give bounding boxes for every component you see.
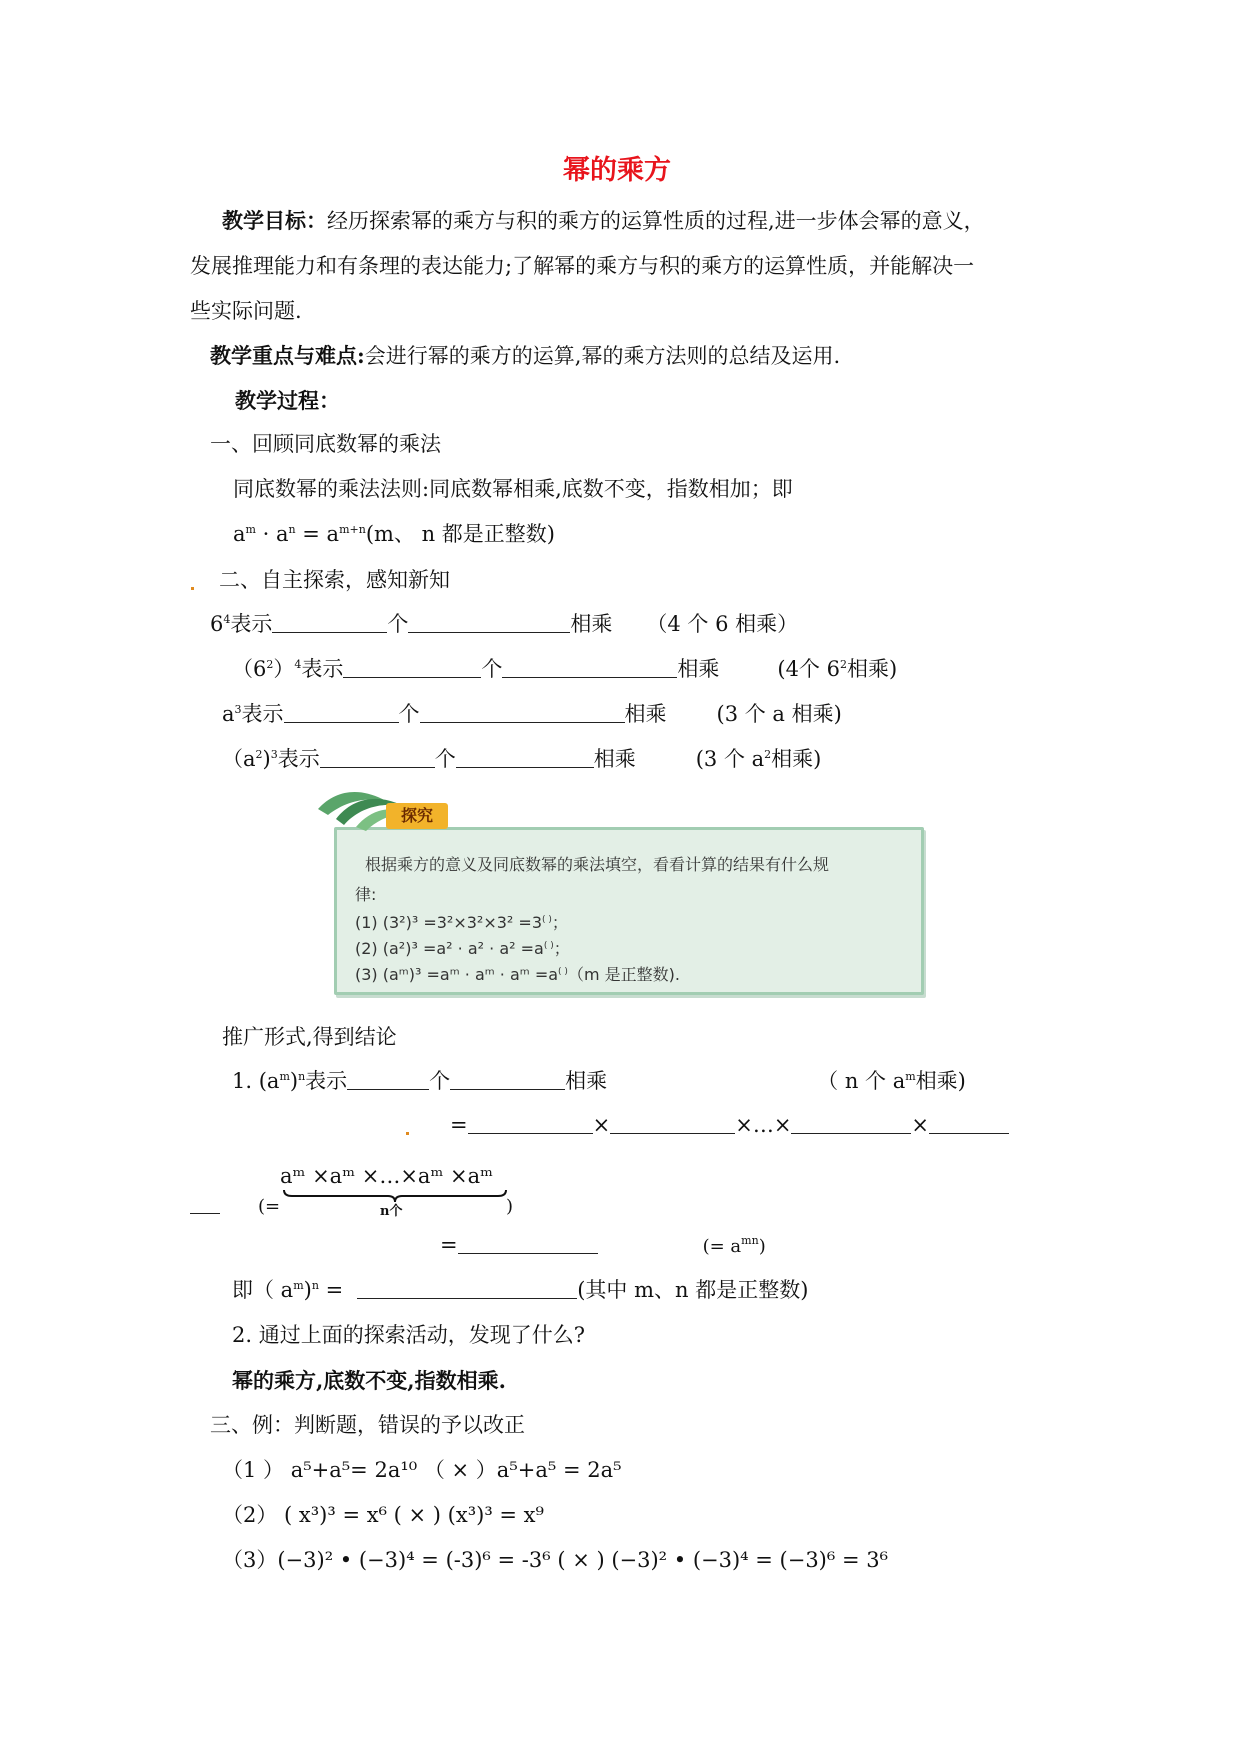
explore-item-1: (1) (3²)³ =3²×3²×3² =3( )； [355,913,568,932]
explore-panel [334,827,924,995]
blank[interactable] [468,1115,593,1134]
question-1: $6^4$表示 个 相乘 （4 个 6 相乘） [210,612,799,636]
paren-open: (= [258,1196,281,1217]
goal-text-1: 经历探索幂的乘方与积的乘方的运算性质的过程,进一步体会幂的意义， [327,209,985,233]
brace-label: n个 [380,1204,403,1219]
key-text: 会进行幂的乘方的运算,幂的乘方法则的总结及运用. [364,344,841,368]
blank[interactable] [458,1235,598,1254]
blank[interactable] [456,749,594,768]
section-1-formula: $a^m \cdot a^n = a^{m+n}(m$、 n 都是正整数) [233,522,555,546]
blank[interactable] [357,1280,577,1299]
explore-box [316,779,920,994]
goal-line-2: 发展推理能力和有条理的表达能力;了解幂的乘方与积的乘方的运算性质，并能解决一 [190,254,975,278]
section-1-rule: 同底数幂的乘法法则:同底数幂相乘,底数不变，指数相加；即 [233,477,793,501]
example-2: （2） ( x³)³ = x⁶ ( × ) (x³)³ = x⁹ [222,1503,544,1527]
page-title: 幂的乘方 [563,155,671,186]
brace-formula [280,1164,510,1219]
general-conclusion: 幂的乘方,底数不变,指数相乘. [232,1368,506,1393]
blank[interactable] [791,1115,911,1134]
general-question-2: 2. 通过上面的探索活动，发现了什么? [232,1323,585,1347]
explore-item-3: (3) (aᵐ)³ =aᵐ · aᵐ · aᵐ =a( )（m 是正整数). [355,965,680,984]
blank[interactable] [284,704,399,723]
general-conclusion-formula: 即（ $a^m)^n$ = (其中 m、n 都是正整数) [232,1278,809,1302]
goal-line-1 [222,208,985,234]
blank[interactable] [929,1115,1009,1134]
mark-icon [191,587,194,590]
blank[interactable] [190,1195,220,1214]
question-4: $(a^2)^3$表示 个 相乘 (3 个 $a^2$相乘) [222,747,822,771]
general-point-1: 1. $(a^m)^n$表示 个 相乘 （ n 个 $a^m$相乘) [232,1069,966,1093]
explore-line-1: 根据乘方的意义及同底数幂的乘法填空，看看计算的结果有什么规 [365,855,830,874]
blank[interactable] [610,1115,735,1134]
blank[interactable] [408,614,570,633]
explore-item-2: (2) (a²)³ =a² · a² · a² =a( )； [355,939,570,958]
explore-line-2: 律: [355,885,377,904]
brace-top: aᵐ ×aᵐ ×…×aᵐ ×aᵐ [280,1164,494,1188]
question-2: $(6^2)^4$表示 个 相乘 (4个 $6^2$相乘) [232,657,898,681]
general-heading: 推广形式,得到结论 [222,1025,397,1049]
blank[interactable] [347,1071,429,1090]
general-expansion: = × ×…× × [405,1113,1009,1138]
process-label: 教学过程： [235,388,340,413]
explore-tag: 探究 [386,803,448,829]
example-1: （1 ） a⁵+a⁵= 2a¹⁰ （ × ）a⁵+a⁵ = 2a⁵ [222,1458,622,1482]
section-3-heading: 三、例：判断题，错误的予以改正 [210,1413,525,1437]
blank[interactable] [502,659,677,678]
key-label: 教学重点与难点: [210,343,365,368]
paren-close: ) [506,1196,514,1217]
question-3: $a^3$表示 个 相乘 (3 个 a 相乘) [222,702,842,726]
blank[interactable] [420,704,625,723]
goal-label: 教学目标： [222,208,327,233]
blank[interactable] [320,749,435,768]
general-result: = (= $a^{mn}$) [440,1233,766,1257]
mark-icon [406,1132,409,1135]
section-2-heading: 二、自主探索，感知新知 [190,568,450,593]
key-line [210,343,840,369]
goal-line-3: 些实际问题. [190,299,302,323]
blank-tail [190,1193,220,1218]
example-3: （3）(−3)² • (−3)⁴ = (-3)⁶ = -3⁶ ( × ) (−3)² • (−3)⁴ = (−3)⁶ = 3⁶ [222,1548,889,1572]
section-1-heading: 一、回顾同底数幂的乘法 [210,432,441,456]
blank[interactable] [272,614,387,633]
blank[interactable] [343,659,481,678]
blank[interactable] [450,1071,565,1090]
